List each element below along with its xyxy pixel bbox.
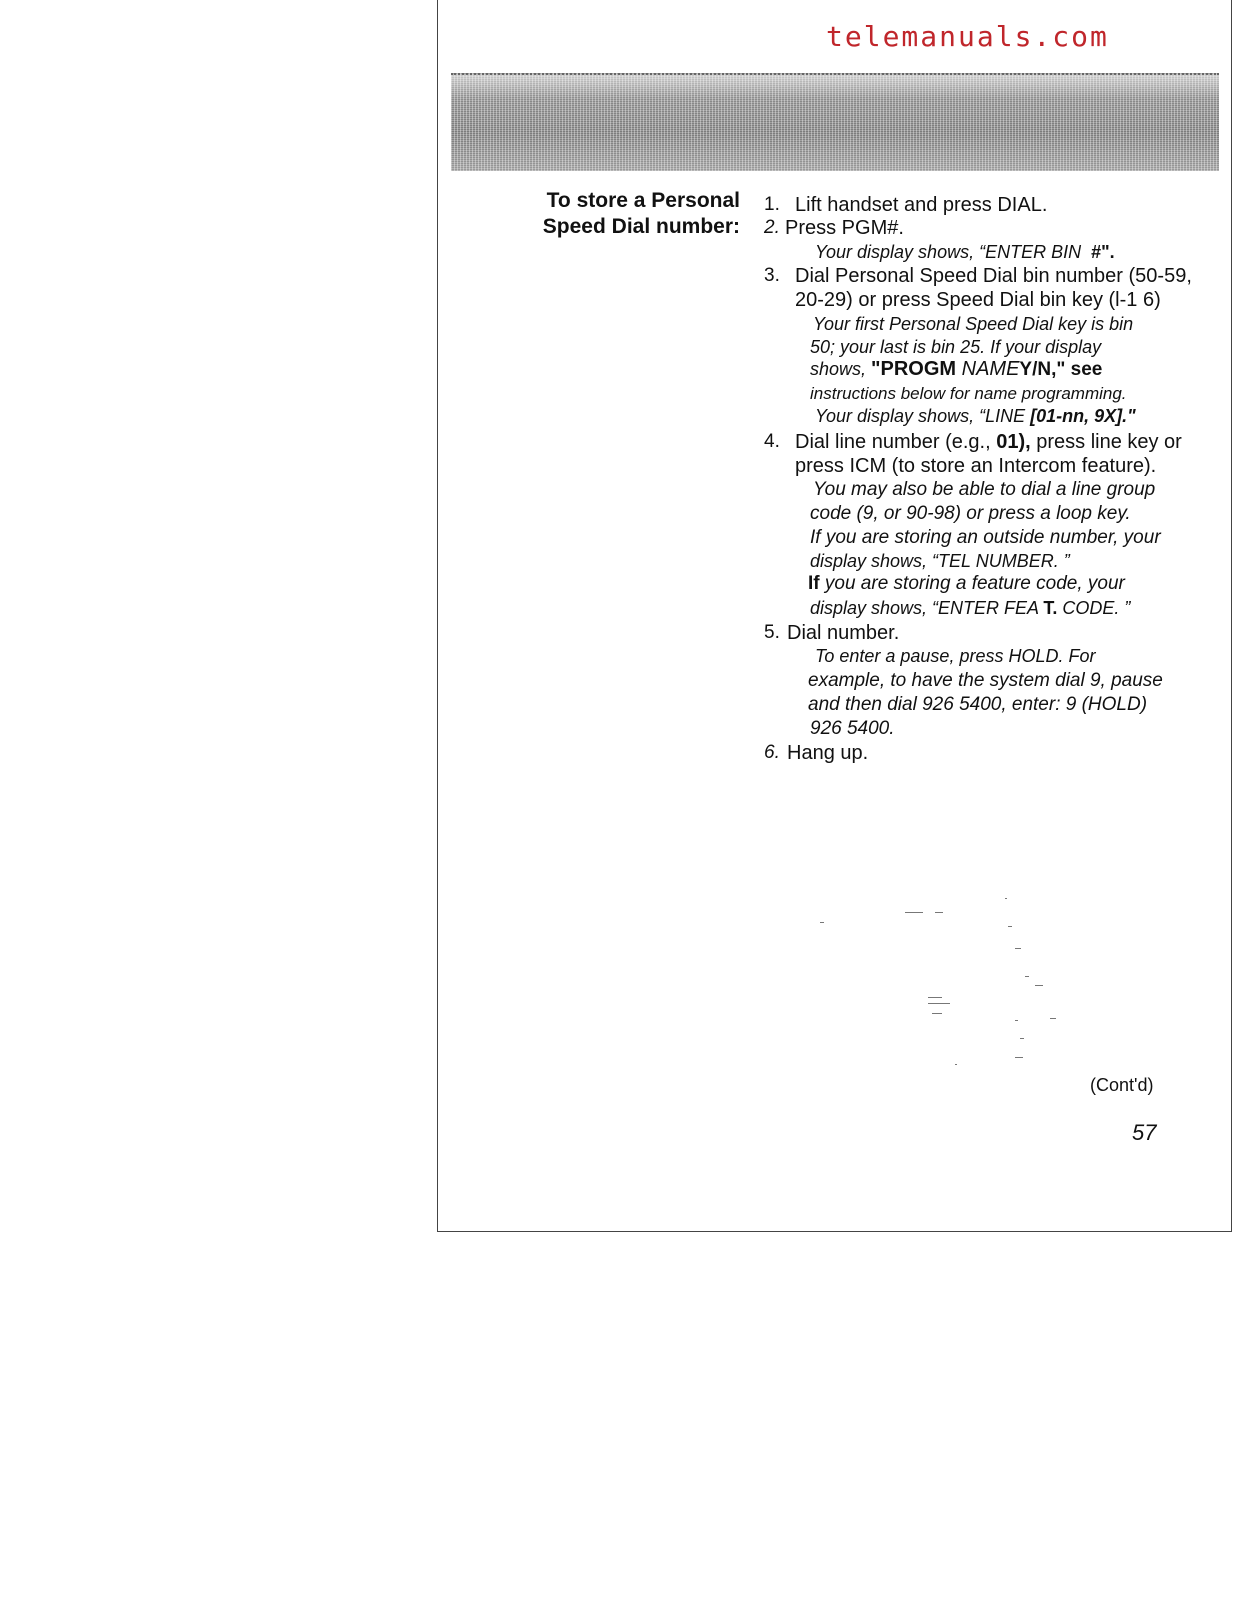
step-1-number: 1. <box>764 194 780 215</box>
step-3-text-line-2: 20-29) or press Speed Dial bin key (l-1 6) <box>795 289 1161 311</box>
step-6-number: 6. <box>764 742 780 763</box>
step-1-text: Lift handset and press DIAL. <box>795 194 1048 216</box>
step-6-text: Hang up. <box>787 742 869 764</box>
step-3-number: 3. <box>764 265 780 286</box>
step-5-note-line-2: example, to have the system dial 9, pause <box>808 670 1163 691</box>
step-4-note-line-3: If you are storing an outside number, your <box>810 527 1161 548</box>
step-4-note-line-4: display shows, “TEL NUMBER. ” <box>810 551 1070 571</box>
header-band <box>451 73 1219 171</box>
step-3-note-line-2: 50; your last is bin 25. If your display <box>810 337 1102 357</box>
step-4-note-line-1: You may also be able to dial a line group <box>813 479 1156 500</box>
page-number: 57 <box>1132 1120 1157 1145</box>
section-heading <box>540 188 740 240</box>
step-4-note-line-5: If you are storing a feature code, your <box>808 573 1125 594</box>
step-5-note-line-4: 926 5400. <box>810 718 895 739</box>
step-4-text-line-2: press ICM (to store an Intercom feature). <box>795 455 1157 477</box>
step-3-note-line-1: Your first Personal Speed Dial key is bin <box>813 314 1134 334</box>
step-4-note-line-6: display shows, “ENTER FEA T. CODE. ” <box>810 598 1131 618</box>
step-5-note-line-3: and then dial 926 5400, enter: 9 (HOLD) <box>808 694 1148 715</box>
continued-label: (Cont'd) <box>1090 1075 1154 1095</box>
heading-line-2: Speed Dial number: <box>542 215 740 238</box>
step-3-note-line-5: Your display shows, “LINE [01-nn, 9X]." <box>815 406 1136 426</box>
step-2-text: Press PGM#. <box>785 217 904 239</box>
watermark: telemanuals.com <box>826 20 1109 53</box>
step-2-number: 2. <box>764 217 780 238</box>
step-3-text-line-1: Dial Personal Speed Dial bin number (50-59, <box>795 265 1192 287</box>
step-3-note-line-4: instructions below for name programming. <box>810 384 1127 403</box>
step-4-text-line-1: Dial line number (e.g., 01), press line key or <box>795 431 1182 453</box>
step-5-note-line-1: To enter a pause, press HOLD. For <box>815 646 1096 666</box>
step-3-note-line-3: shows, "PROGM NAMEY/N," see <box>810 358 1103 380</box>
step-4-number: 4. <box>764 431 780 452</box>
step-2-note: Your display shows, “ENTER BIN #". <box>815 242 1115 262</box>
step-4-note-line-2: code (9, or 90-98) or press a loop key. <box>810 503 1131 524</box>
heading-line-1: To store a Personal <box>546 189 740 212</box>
scan-specks <box>810 890 1070 1065</box>
step-5-text: Dial number. <box>787 622 900 644</box>
step-5-number: 5. <box>764 622 780 643</box>
